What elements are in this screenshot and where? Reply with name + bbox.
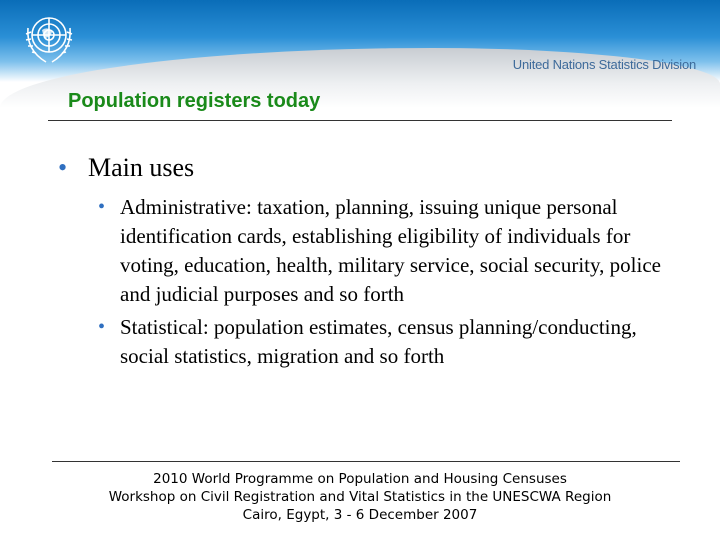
sub-bullet-statistical	[98, 313, 663, 371]
slide-title: Population registers today	[68, 90, 321, 112]
bullet-text: Administrative: taxation, planning, issuing unique personal identification cards, establishing eligibility of individuals for voting, education, health, military service, social security, police and judicial purposes and so forth	[120, 195, 661, 306]
bullet-text: Statistical: population estimates, census planning/conducting, social statistics, migration and so forth	[120, 315, 637, 368]
bullet-main-uses	[58, 153, 663, 183]
slide-body	[58, 153, 663, 371]
footer	[0, 470, 720, 524]
bullet-text: Main uses	[88, 153, 195, 182]
un-emblem-logo	[20, 8, 78, 68]
bullet-icon: •	[98, 196, 106, 218]
footer-line-1: 2010 World Programme on Population and Housing Censuses	[153, 471, 567, 487]
bullet-icon: •	[98, 316, 106, 338]
footer-divider	[52, 461, 680, 462]
sub-bullet-administrative	[98, 193, 663, 309]
footer-line-3: Cairo, Egypt, 3 - 6 December 2007	[242, 507, 478, 523]
footer-line-2: Workshop on Civil Registration and Vital Statistics in the UNESCWA Region	[108, 489, 612, 505]
bullet-icon: •	[58, 153, 68, 182]
organization-name: United Nations Statistics Division	[512, 57, 696, 72]
title-divider	[48, 120, 672, 121]
